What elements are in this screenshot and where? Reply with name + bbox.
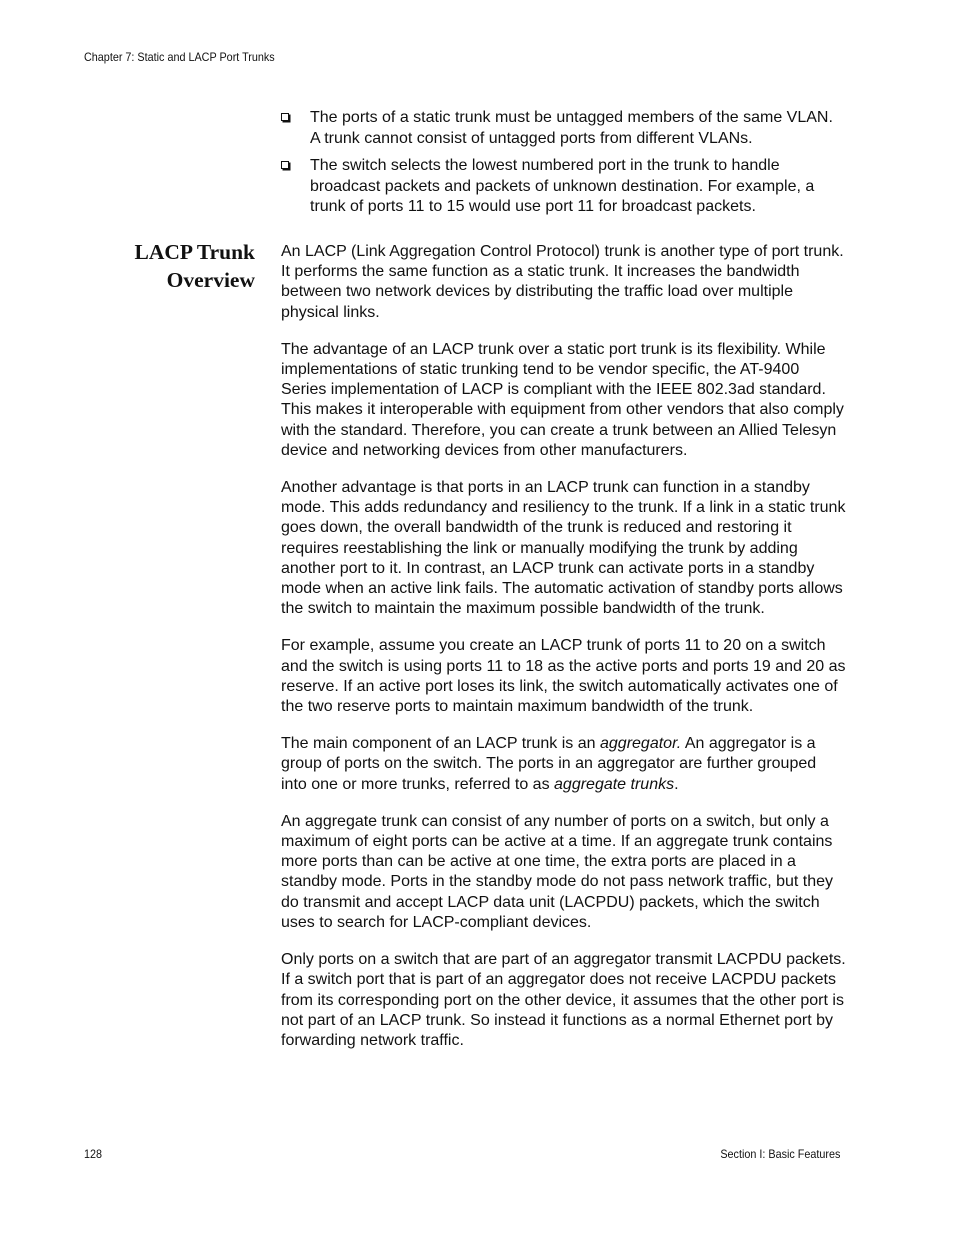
- running-head: Chapter 7: Static and LACP Port Trunks: [84, 50, 275, 64]
- checkbox-bullet-icon: [281, 161, 289, 169]
- term-aggregate-trunks: aggregate trunks: [554, 775, 675, 793]
- paragraph: Another advantage is that ports in an LACP trunk can function in a standby mode. This adds redundancy and resiliency to the trunk. If a link in a static trunk goes down, the overall bandwidth of the trunk is reduced and restoring it requires reestablishing the link or manually modifying the trunk by adding another port to it. In contrast, an LACP trunk can activate ports in a standby mode when an active link fails. The automatic activation of standby ports allows the switch to maintain the maximum possible bandwidth of the trunk.: [281, 479, 846, 618]
- bullet-text: The ports of a static trunk must be untagged members of the same VLAN. A trunk cannot consist of untagged ports from different VLANs.: [310, 109, 833, 147]
- paragraph: The advantage of an LACP trunk over a static port trunk is its flexibility. While implementations of static trunking tend to be vendor specific, the AT-9400 Series implementation of LACP is compliant with the IEEE 802.3ad standard. This makes it interoperable with equipment from other vendors that also comply with the standard. Therefore, you can create a trunk between an Allied Telesyn device and networking devices from other manufacturers.: [281, 340, 844, 459]
- paragraph: An aggregate trunk can consist of any number of ports on a switch, but only a maximum of eight ports can be active at a time. If an aggregate trunk contains more ports than can be active at one time, the extra ports are placed in a standby mode. Ports in the standby mode do not pass network traffic, but they do transmit and accept LACP data unit (LACPDU) packets, which the switch uses to search for LACP-compliant devices.: [281, 812, 834, 931]
- section-heading: [84, 238, 255, 294]
- paragraph-text: An aggregator is a group of ports on the switch. The ports in an aggregator are further grouped into one or more trunks, referred to as: [281, 735, 817, 793]
- paragraph-text: .: [674, 775, 679, 793]
- bullet-text: The switch selects the lowest numbered port in the trunk to handle broadcast packets and packets of unknown destination. For example, a trunk of ports 11 to 15 would use port 11 for broadcast packets.: [310, 157, 815, 215]
- list-item: [281, 156, 846, 218]
- term-aggregator: aggregator.: [600, 735, 682, 753]
- section-heading-line2: Overview: [166, 268, 255, 292]
- section-body: [281, 242, 846, 1068]
- paragraph: An LACP (Link Aggregation Control Protocol) trunk is another type of port trunk. It performs the same function as a static trunk. It increases the bandwidth between two network devices by distributing the traffic load over multiple physical links.: [281, 243, 844, 321]
- footer-section-label: Section I: Basic Features: [719, 1147, 840, 1161]
- checkbox-bullet-icon: [281, 113, 289, 121]
- paragraph: [281, 734, 846, 795]
- page-number: 128: [84, 1147, 103, 1161]
- paragraph-text: The main component of an LACP trunk is an: [281, 735, 600, 753]
- paragraph: Only ports on a switch that are part of an aggregator transmit LACPDU packets. If a switch port that is part of an aggregator does not receive LACPDU packets from its corresponding port on the other device, it assumes that the other port is not part of an LACP trunk. So instead it functions as a normal Ethernet port by forwarding network traffic.: [281, 951, 846, 1049]
- list-item: [281, 108, 846, 149]
- bullet-list: [281, 108, 846, 225]
- paragraph: For example, assume you create an LACP trunk of ports 11 to 20 on a switch and the switch is using ports 11 to 18 as the active ports and ports 19 and 20 as reserve. If an active port loses its link, the switch automatically activates one of the two reserve ports to maintain maximum bandwidth of the trunk.: [281, 637, 846, 716]
- section-heading-line1: LACP Trunk: [134, 240, 255, 264]
